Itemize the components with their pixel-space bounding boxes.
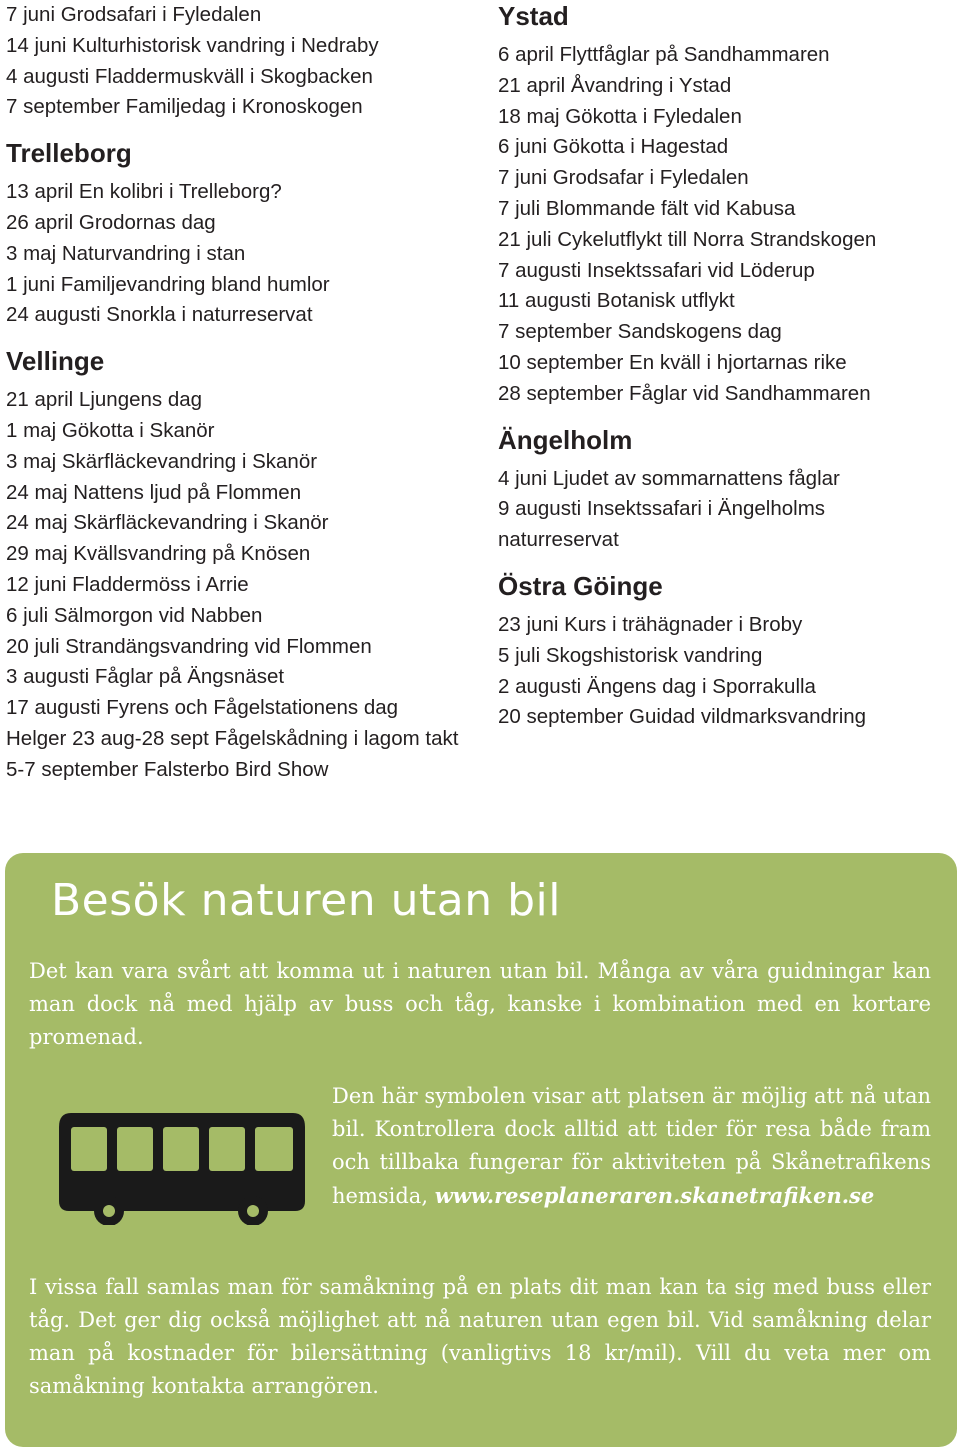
list-item: 12 juni Fladdermöss i Arrie bbox=[6, 572, 249, 596]
list-item: 6 april Flyttfåglar på Sandhammaren bbox=[498, 43, 830, 66]
list-item: 5-7 september Falsterbo Bird Show bbox=[6, 757, 329, 781]
list-item: 7 juni Grodsafari i Fyledalen bbox=[6, 3, 262, 26]
list-item: 5 juli Skogshistorisk vandring bbox=[498, 643, 763, 667]
list-item: 1 juni Familjevandring bland humlor bbox=[6, 272, 330, 296]
list-item: 17 augusti Fyrens och Fågelstationens dag bbox=[6, 696, 399, 720]
left-column bbox=[6, 0, 476, 786]
list-item: 24 maj Nattens ljud på Flommen bbox=[6, 480, 302, 504]
website-link[interactable]: www.reseplaneraren.skanetrafiken.se bbox=[434, 1183, 875, 1208]
info-box-title: Besök naturen utan bil bbox=[51, 875, 561, 926]
section-trelleborg bbox=[6, 137, 476, 331]
list-item: 20 september Guidad vildmarksvandring bbox=[498, 705, 867, 729]
info-box bbox=[5, 853, 957, 1447]
list-item: 13 april En kolibri i Trelleborg? bbox=[6, 180, 282, 204]
section-angelholm bbox=[498, 424, 948, 556]
list-item: 6 juni Gökotta i Hagestad bbox=[498, 135, 729, 159]
list-item: 20 juli Strandängsvandring vid Flommen bbox=[6, 634, 372, 658]
section-heading: Vellinge bbox=[6, 346, 105, 377]
list-item: 18 maj Gökotta i Fyledalen bbox=[498, 104, 742, 128]
list-item: 6 juli Sälmorgon vid Nabben bbox=[6, 603, 263, 627]
list-item: 23 juni Kurs i trähägnader i Broby bbox=[498, 612, 803, 636]
bus-symbol-note bbox=[332, 1080, 931, 1213]
list-item: 4 augusti Fladdermuskväll i Skogbacken bbox=[6, 64, 373, 88]
list-item: 4 juni Ljudet av sommarnattens fåglar bbox=[498, 466, 840, 490]
bus-icon bbox=[57, 1105, 307, 1225]
list-item: 28 september Fåglar vid Sandhammaren bbox=[498, 381, 871, 405]
list-item: 11 augusti Botanisk utflykt bbox=[498, 289, 735, 313]
intro-event-list bbox=[6, 0, 476, 123]
list-item: 7 juli Blommande fält vid Kabusa bbox=[498, 196, 796, 220]
list-item: 26 april Grodornas dag bbox=[6, 210, 216, 234]
list-item: 7 september Sandskogens dag bbox=[498, 320, 782, 344]
list-item: 7 augusti Insektssafari vid Löderup bbox=[498, 258, 815, 282]
list-item: 2 augusti Ängens dag i Sporrakulla bbox=[498, 674, 816, 698]
list-item: 9 augusti Insektssafari i Ängelholms naturreservat bbox=[498, 497, 826, 552]
list-item: 1 maj Gökotta i Skanör bbox=[6, 418, 215, 442]
list-item: 3 maj Naturvandring i stan bbox=[6, 241, 246, 265]
list-item: 24 augusti Snorkla i naturreservat bbox=[6, 303, 313, 327]
section-heading: Trelleborg bbox=[6, 138, 132, 169]
list-item: 21 juli Cykelutflykt till Norra Strandskogen bbox=[498, 227, 877, 251]
section-ystad bbox=[498, 0, 948, 410]
list-item: 3 augusti Fåglar på Ängsnäset bbox=[6, 665, 285, 689]
section-heading: Ystad bbox=[498, 1, 569, 31]
list-item: 21 april Ljungens dag bbox=[6, 388, 203, 412]
right-column bbox=[498, 0, 948, 733]
list-item: 24 maj Skärfläckevandring i Skanör bbox=[6, 511, 329, 535]
section-heading: Ängelholm bbox=[498, 424, 633, 455]
list-item: 10 september En kväll i hjortarnas rike bbox=[498, 350, 847, 374]
info-paragraph: I vissa fall samlas man för samåkning på en plats dit man kan ta sig med buss eller tåg. Det ger dig också möjlighet att nå naturen utan egen bil. Vid samåkning delar man på kostnader för bilersättning (vanligtivs 18 kr/mil). Vill du veta mer om samåkning kontakta arrangören. bbox=[29, 1275, 931, 1398]
list-item: 21 april Åvandring i Ystad bbox=[498, 73, 732, 97]
section-ostra-goinge bbox=[498, 570, 948, 733]
info-paragraph: Det kan vara svårt att komma ut i naturen utan bil. Många av våra guidningar kan man dock nå med hjälp av buss och tåg, kanske i kombination med en kortare promenad. bbox=[29, 959, 931, 1049]
bus-note-text: Den här symbolen visar att platsen är möjlig att nå utan bil. Kontrollera dock alltid att tider för resa både fram och tillbaka fungerar för aktiviteten på Skånetrafikens hemsida, bbox=[332, 1084, 931, 1208]
list-item: 7 juni Grodsafar i Fyledalen bbox=[498, 166, 749, 190]
section-vellinge bbox=[6, 345, 476, 785]
section-heading: Östra Göinge bbox=[498, 570, 663, 601]
list-item: Helger 23 aug-28 sept Fågelskådning i lagom takt bbox=[6, 726, 459, 750]
list-item: 3 maj Skärfläckevandring i Skanör bbox=[6, 449, 318, 473]
list-item: 14 juni Kulturhistorisk vandring i Nedraby bbox=[6, 33, 379, 57]
list-item: 7 september Familjedag i Kronoskogen bbox=[6, 95, 363, 119]
list-item: 29 maj Kvällsvandring på Knösen bbox=[6, 542, 311, 566]
